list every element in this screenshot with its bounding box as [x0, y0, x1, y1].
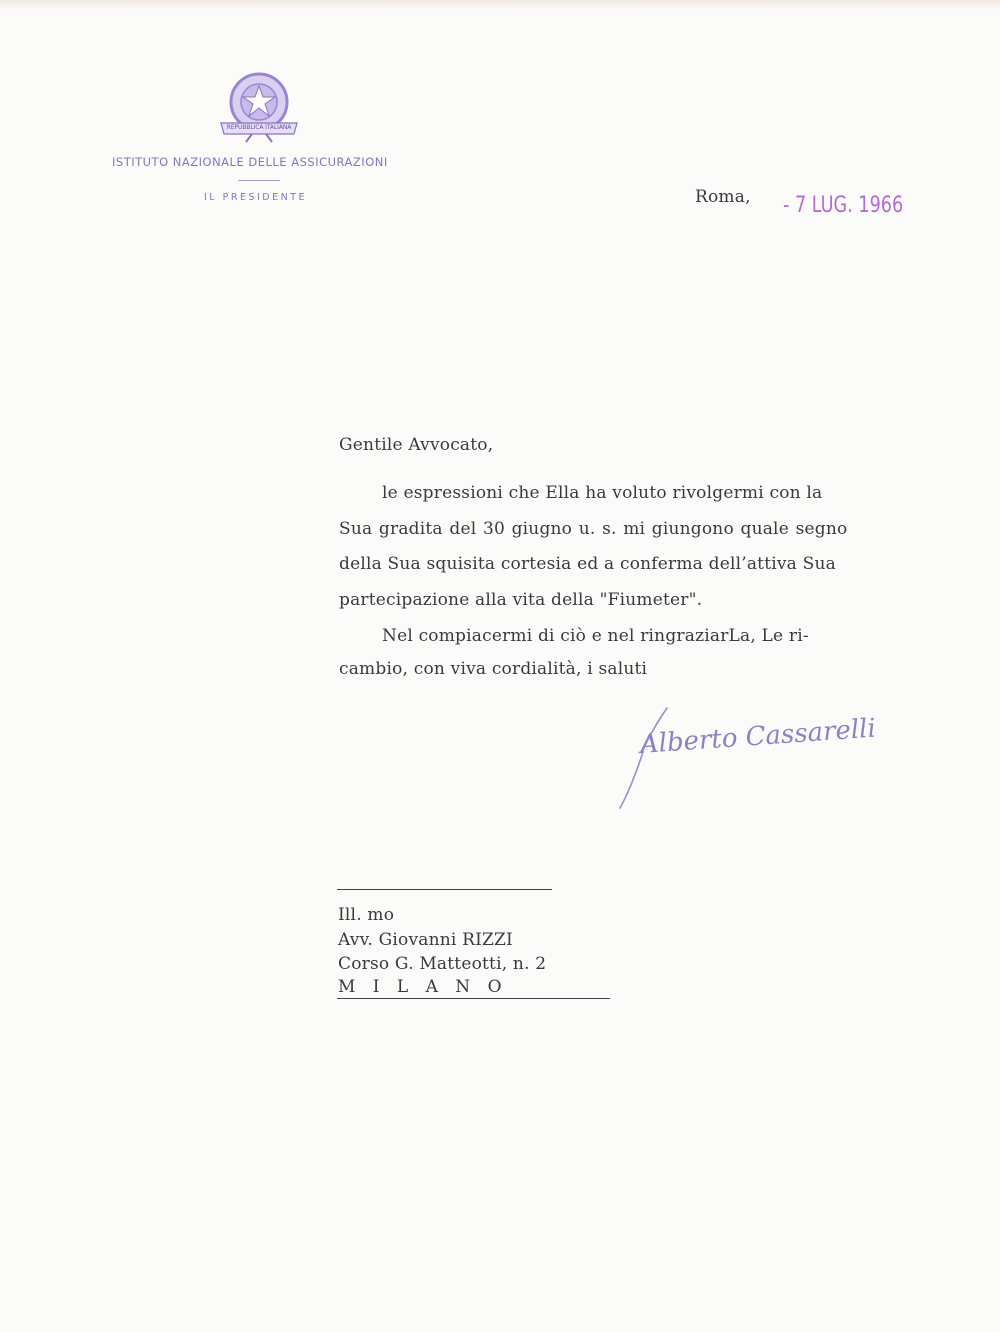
address-city: M I L A N O [338, 977, 508, 997]
republic-emblem-icon [220, 68, 298, 144]
letterhead-divider [238, 180, 280, 181]
emblem-text: REPUBBLICA ITALIANA [226, 124, 292, 131]
body-line: Sua gradita del 30 giugno u. s. mi giungono quale segno [339, 519, 848, 539]
address-line: Ill. mo [338, 905, 395, 925]
separator-rule [337, 889, 552, 890]
date-stamp: - 7 LUG. 1966 [783, 193, 904, 218]
salutation: Gentile Avvocato, [339, 435, 494, 455]
address-underline [337, 998, 610, 999]
office-title: IL PRESIDENTE [204, 192, 308, 203]
handwritten-signature: Alberto Cassarelli [638, 713, 877, 760]
body-line: le espressioni che Ella ha voluto rivolgermi con la [382, 483, 823, 503]
body-line: della Sua squisita cortesia ed a conferma dell’attiva Sua [339, 554, 836, 574]
body-line: cambio, con viva cordialità, i saluti [339, 659, 648, 679]
body-line: Nel compiacermi di ciò e nel ringraziarLa, Le ri- [382, 626, 809, 646]
address-line: Corso G. Matteotti, n. 2 [338, 954, 547, 974]
institution-name: ISTITUTO NAZIONALE DELLE ASSICURAZIONI [112, 155, 388, 169]
body-line: partecipazione alla vita della "Fiumeter". [339, 590, 703, 610]
place: Roma, [695, 187, 751, 207]
paper-fold [0, 0, 1000, 10]
address-line: Avv. Giovanni RIZZI [338, 930, 513, 950]
